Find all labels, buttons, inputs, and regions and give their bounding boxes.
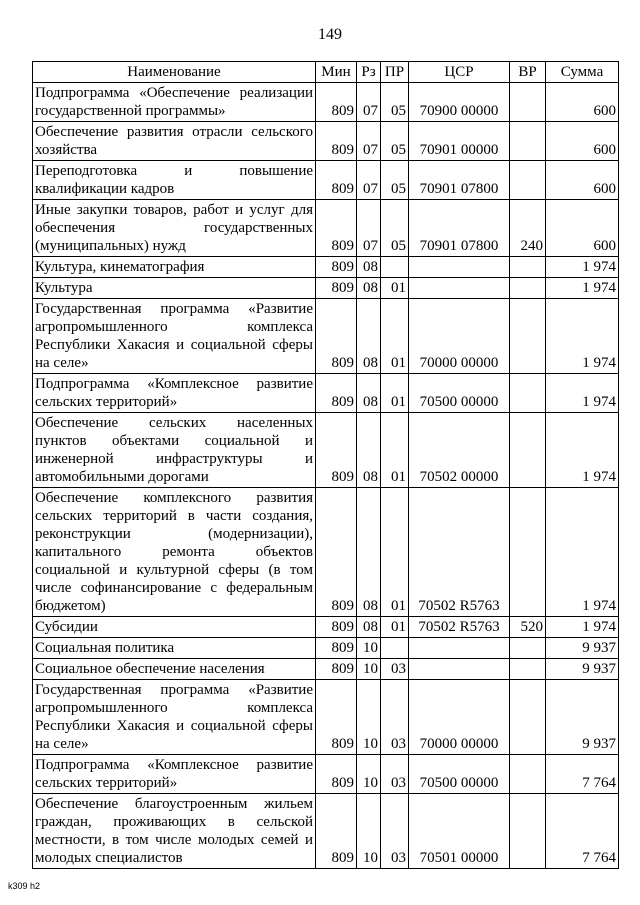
cell-vr	[510, 638, 546, 659]
table-row	[33, 794, 619, 869]
cell-min: 809	[316, 680, 357, 755]
cell-name: Подпрограмма «Комплексное развитие сельских территорий»	[33, 374, 316, 413]
cell-min: 809	[316, 755, 357, 794]
cell-min: 809	[316, 278, 357, 299]
cell-pr: 01	[381, 413, 409, 488]
cell-pr: 01	[381, 488, 409, 617]
cell-rz: 10	[357, 755, 381, 794]
cell-sum: 1 974	[546, 374, 619, 413]
cell-rz: 08	[357, 617, 381, 638]
cell-csr: 70500 00000	[409, 374, 510, 413]
cell-pr: 03	[381, 794, 409, 869]
table-row	[33, 299, 619, 374]
cell-vr: 240	[510, 200, 546, 257]
cell-sum: 1 974	[546, 278, 619, 299]
cell-sum: 7 764	[546, 755, 619, 794]
cell-csr	[409, 638, 510, 659]
cell-csr: 70502 R5763	[409, 488, 510, 617]
cell-name: Обеспечение сельских населенных пунктов объектами социальной и инженерной инфраструктуры и автомобильными дорогами	[33, 413, 316, 488]
cell-rz: 10	[357, 638, 381, 659]
table-row	[33, 122, 619, 161]
table-row	[33, 638, 619, 659]
cell-min: 809	[316, 83, 357, 122]
header-min: Мин	[316, 62, 357, 83]
cell-csr: 70000 00000	[409, 680, 510, 755]
cell-sum: 1 974	[546, 617, 619, 638]
header-sum: Сумма	[546, 62, 619, 83]
cell-min: 809	[316, 659, 357, 680]
cell-rz: 07	[357, 83, 381, 122]
cell-pr: 05	[381, 122, 409, 161]
cell-min: 809	[316, 794, 357, 869]
table-header-row	[33, 62, 619, 83]
cell-vr	[510, 755, 546, 794]
cell-sum: 1 974	[546, 257, 619, 278]
cell-pr: 03	[381, 659, 409, 680]
cell-vr	[510, 122, 546, 161]
table-row	[33, 278, 619, 299]
table-row	[33, 200, 619, 257]
cell-pr	[381, 257, 409, 278]
cell-name: Субсидии	[33, 617, 316, 638]
cell-csr	[409, 257, 510, 278]
budget-table	[32, 61, 619, 869]
cell-min: 809	[316, 122, 357, 161]
cell-rz: 07	[357, 122, 381, 161]
cell-name: Подпрограмма «Обеспечение реализации государственной программы»	[33, 83, 316, 122]
cell-pr: 03	[381, 680, 409, 755]
cell-rz: 08	[357, 257, 381, 278]
cell-vr	[510, 680, 546, 755]
cell-rz: 10	[357, 659, 381, 680]
cell-min: 809	[316, 617, 357, 638]
cell-pr: 05	[381, 161, 409, 200]
cell-vr	[510, 488, 546, 617]
cell-vr	[510, 161, 546, 200]
cell-sum: 1 974	[546, 488, 619, 617]
cell-csr: 70900 00000	[409, 83, 510, 122]
cell-csr	[409, 278, 510, 299]
table-row	[33, 617, 619, 638]
cell-pr: 01	[381, 278, 409, 299]
cell-csr: 70901 07800	[409, 161, 510, 200]
cell-sum: 1 974	[546, 413, 619, 488]
cell-csr: 70901 07800	[409, 200, 510, 257]
cell-vr	[510, 257, 546, 278]
table-row	[33, 659, 619, 680]
cell-rz: 08	[357, 488, 381, 617]
cell-min: 809	[316, 374, 357, 413]
cell-pr: 01	[381, 299, 409, 374]
table-row	[33, 680, 619, 755]
cell-name: Культура	[33, 278, 316, 299]
cell-csr: 70901 00000	[409, 122, 510, 161]
cell-min: 809	[316, 161, 357, 200]
cell-sum: 600	[546, 200, 619, 257]
cell-vr	[510, 413, 546, 488]
cell-rz: 10	[357, 794, 381, 869]
cell-vr	[510, 299, 546, 374]
table-row	[33, 257, 619, 278]
table-row	[33, 83, 619, 122]
cell-pr	[381, 638, 409, 659]
cell-name: Иные закупки товаров, работ и услуг для обеспечения государственных (муниципальных) нужд	[33, 200, 316, 257]
cell-min: 809	[316, 200, 357, 257]
cell-rz: 07	[357, 161, 381, 200]
table-row	[33, 755, 619, 794]
cell-name: Социальное обеспечение населения	[33, 659, 316, 680]
cell-rz: 10	[357, 680, 381, 755]
cell-vr	[510, 278, 546, 299]
cell-sum: 9 937	[546, 638, 619, 659]
cell-pr: 03	[381, 755, 409, 794]
cell-csr: 70500 00000	[409, 755, 510, 794]
cell-rz: 08	[357, 278, 381, 299]
cell-csr: 70000 00000	[409, 299, 510, 374]
cell-csr: 70501 00000	[409, 794, 510, 869]
footer-code: k309 h2	[8, 881, 41, 891]
cell-name: Подпрограмма «Комплексное развитие сельских территорий»	[33, 755, 316, 794]
cell-min: 809	[316, 299, 357, 374]
table-body	[33, 83, 619, 869]
cell-name: Государственная программа «Развитие агропромышленного комплекса Республики Хакасия и социальной сферы на селе»	[33, 299, 316, 374]
cell-name: Социальная политика	[33, 638, 316, 659]
cell-vr	[510, 794, 546, 869]
cell-vr	[510, 374, 546, 413]
header-name: Наименование	[33, 62, 316, 83]
cell-sum: 600	[546, 122, 619, 161]
table-row	[33, 161, 619, 200]
header-vr: ВР	[510, 62, 546, 83]
header-csr: ЦСР	[409, 62, 510, 83]
cell-rz: 07	[357, 200, 381, 257]
cell-sum: 600	[546, 161, 619, 200]
cell-name: Переподготовка и повышение квалификации кадров	[33, 161, 316, 200]
header-rz: Рз	[357, 62, 381, 83]
table-row	[33, 374, 619, 413]
cell-vr	[510, 83, 546, 122]
cell-min: 809	[316, 257, 357, 278]
cell-rz: 08	[357, 299, 381, 374]
cell-csr: 70502 00000	[409, 413, 510, 488]
cell-vr	[510, 659, 546, 680]
cell-csr	[409, 659, 510, 680]
cell-sum: 9 937	[546, 680, 619, 755]
cell-vr: 520	[510, 617, 546, 638]
cell-min: 809	[316, 488, 357, 617]
cell-name: Обеспечение комплексного развития сельских территорий в части создания, реконструкции (модернизации), капитального ремонта объектов социальной и культурной сферы (в том числе софинансирование с федеральным бюджетом)	[33, 488, 316, 617]
cell-min: 809	[316, 413, 357, 488]
table-row	[33, 488, 619, 617]
cell-name: Государственная программа «Развитие агропромышленного комплекса Республики Хакасия и социальной сферы на селе»	[33, 680, 316, 755]
table-row	[33, 413, 619, 488]
page-number: 149	[318, 26, 342, 43]
header-pr: ПР	[381, 62, 409, 83]
cell-sum: 9 937	[546, 659, 619, 680]
cell-sum: 7 764	[546, 794, 619, 869]
cell-sum: 600	[546, 83, 619, 122]
cell-csr: 70502 R5763	[409, 617, 510, 638]
cell-name: Обеспечение благоустроенным жильем граждан, проживающих в сельской местности, в том числе молодых семей и молодых специалистов	[33, 794, 316, 869]
cell-pr: 05	[381, 200, 409, 257]
cell-name: Обеспечение развития отрасли сельского хозяйства	[33, 122, 316, 161]
cell-name: Культура, кинематография	[33, 257, 316, 278]
cell-sum: 1 974	[546, 299, 619, 374]
cell-pr: 01	[381, 374, 409, 413]
cell-rz: 08	[357, 374, 381, 413]
cell-pr: 01	[381, 617, 409, 638]
cell-min: 809	[316, 638, 357, 659]
cell-pr: 05	[381, 83, 409, 122]
cell-rz: 08	[357, 413, 381, 488]
